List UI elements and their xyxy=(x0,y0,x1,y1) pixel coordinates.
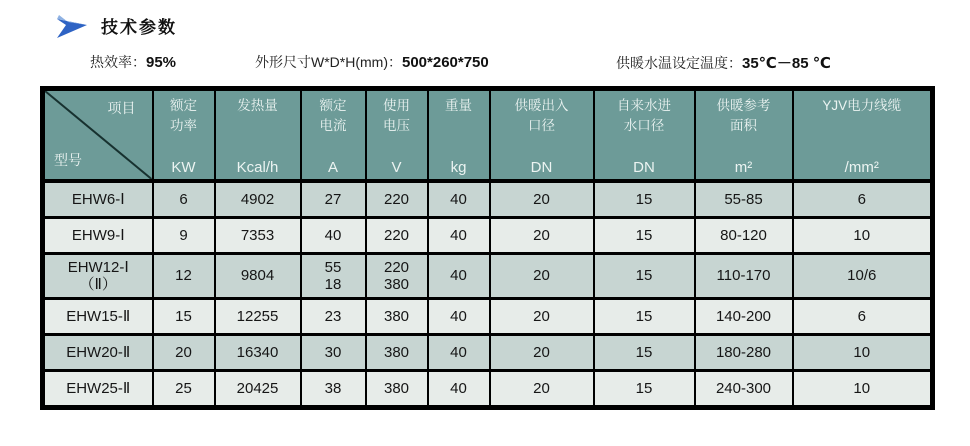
summary-parameters-row xyxy=(0,52,970,76)
cell-tapwater-port: 15 xyxy=(594,181,695,218)
cell-voltage: 380 xyxy=(366,371,428,408)
cell-heating-port: 20 xyxy=(490,218,594,254)
cell-tapwater-port: 15 xyxy=(594,335,695,371)
col-header-heating-port: 供暖出入 口径 DN xyxy=(490,89,594,182)
double-arrow-icon xyxy=(55,10,89,40)
thermal-efficiency-label: 热效率： xyxy=(90,54,146,70)
cell-heat-output: 20425 xyxy=(215,371,301,408)
cell-tapwater-port: 15 xyxy=(594,254,695,299)
col-header-rated-current: 额定 电流 A xyxy=(301,89,366,182)
cell-weight: 40 xyxy=(428,335,490,371)
water-temp-range-label: 供暖水温设定温度： xyxy=(616,55,742,71)
cell-rated-current: 55 18 xyxy=(301,254,366,299)
cell-heat-output: 7353 xyxy=(215,218,301,254)
model-cell: EHW12-Ⅰ （Ⅱ） xyxy=(43,254,153,299)
cell-heating-area: 180-280 xyxy=(695,335,793,371)
cell-power-cable: 6 xyxy=(793,299,933,335)
cell-heat-output: 16340 xyxy=(215,335,301,371)
col-header-heating-area: 供暖参考 面积 m² xyxy=(695,89,793,182)
table-row-ehw20 xyxy=(43,335,933,371)
cell-heating-area: 55-85 xyxy=(695,181,793,218)
cell-heating-port: 20 xyxy=(490,181,594,218)
cell-heating-port: 20 xyxy=(490,299,594,335)
spec-table xyxy=(40,86,935,410)
cell-rated-current: 38 xyxy=(301,371,366,408)
dimensions xyxy=(255,52,489,72)
cell-weight: 40 xyxy=(428,181,490,218)
cell-power-cable: 10 xyxy=(793,335,933,371)
model-cell: EHW20-Ⅱ xyxy=(43,335,153,371)
cell-rated-power: 9 xyxy=(153,218,215,254)
corner-item-label: 项目 xyxy=(107,100,136,116)
cell-weight: 40 xyxy=(428,299,490,335)
dimensions-value: 500*260*750 xyxy=(401,54,489,71)
cell-rated-power: 25 xyxy=(153,371,215,408)
cell-rated-power: 20 xyxy=(153,335,215,371)
cell-rated-current: 27 xyxy=(301,181,366,218)
cell-voltage: 220 380 xyxy=(366,254,428,299)
header-row xyxy=(43,89,933,182)
water-temp-range xyxy=(616,52,831,73)
col-header-heat-output: 发热量 Kcal/h xyxy=(215,89,301,182)
table-row-ehw6 xyxy=(43,181,933,218)
cell-heating-area: 240-300 xyxy=(695,371,793,408)
cell-heating-port: 20 xyxy=(490,335,594,371)
thermal-efficiency-value: 95% xyxy=(146,54,177,71)
col-header-weight: 重量 kg xyxy=(428,89,490,182)
cell-power-cable: 10 xyxy=(793,371,933,408)
cell-rated-power: 15 xyxy=(153,299,215,335)
cell-power-cable: 10 xyxy=(793,218,933,254)
cell-rated-power: 6 xyxy=(153,181,215,218)
cell-rated-current: 23 xyxy=(301,299,366,335)
cell-heating-area: 80-120 xyxy=(695,218,793,254)
cell-weight: 40 xyxy=(428,218,490,254)
thermal-efficiency xyxy=(90,52,176,72)
cell-weight: 40 xyxy=(428,254,490,299)
table-row-ehw9 xyxy=(43,218,933,254)
cell-heating-port: 20 xyxy=(490,371,594,408)
corner-header-cell xyxy=(43,89,153,182)
model-cell: EHW9-Ⅰ xyxy=(43,218,153,254)
col-header-voltage: 使用 电压 V xyxy=(366,89,428,182)
cell-voltage: 220 xyxy=(366,181,428,218)
cell-weight: 40 xyxy=(428,371,490,408)
cell-heating-port: 20 xyxy=(490,254,594,299)
corner-model-label: 型号 xyxy=(54,152,82,168)
cell-heat-output: 9804 xyxy=(215,254,301,299)
cell-heating-area: 140-200 xyxy=(695,299,793,335)
cell-heating-area: 110-170 xyxy=(695,254,793,299)
cell-rated-power: 12 xyxy=(153,254,215,299)
cell-tapwater-port: 15 xyxy=(594,218,695,254)
cell-rated-current: 30 xyxy=(301,335,366,371)
dimensions-label: 外形尺寸W*D*H(mm)： xyxy=(255,54,402,70)
table-row-ehw12 xyxy=(43,254,933,299)
cell-heat-output: 12255 xyxy=(215,299,301,335)
cell-tapwater-port: 15 xyxy=(594,371,695,408)
model-cell: EHW15-Ⅱ xyxy=(43,299,153,335)
model-cell: EHW6-Ⅰ xyxy=(43,181,153,218)
section-title-row xyxy=(55,10,177,40)
cell-tapwater-port: 15 xyxy=(594,299,695,335)
col-header-rated-power: 额定 功率 KW xyxy=(153,89,215,182)
cell-rated-current: 40 xyxy=(301,218,366,254)
col-header-tapwater-port: 自来水进 水口径 DN xyxy=(594,89,695,182)
cell-power-cable: 6 xyxy=(793,181,933,218)
cell-power-cable: 10/6 xyxy=(793,254,933,299)
page-title: 技术参数 xyxy=(101,17,177,37)
table-row-ehw15 xyxy=(43,299,933,335)
water-temp-range-value: 35℃－85 ℃ xyxy=(742,55,831,72)
cell-voltage: 380 xyxy=(366,299,428,335)
cell-heat-output: 4902 xyxy=(215,181,301,218)
model-cell: EHW25-Ⅱ xyxy=(43,371,153,408)
col-header-power-cable: YJV电力线缆 /mm² xyxy=(793,89,933,182)
cell-voltage: 220 xyxy=(366,218,428,254)
table-row-ehw25 xyxy=(43,371,933,408)
cell-voltage: 380 xyxy=(366,335,428,371)
